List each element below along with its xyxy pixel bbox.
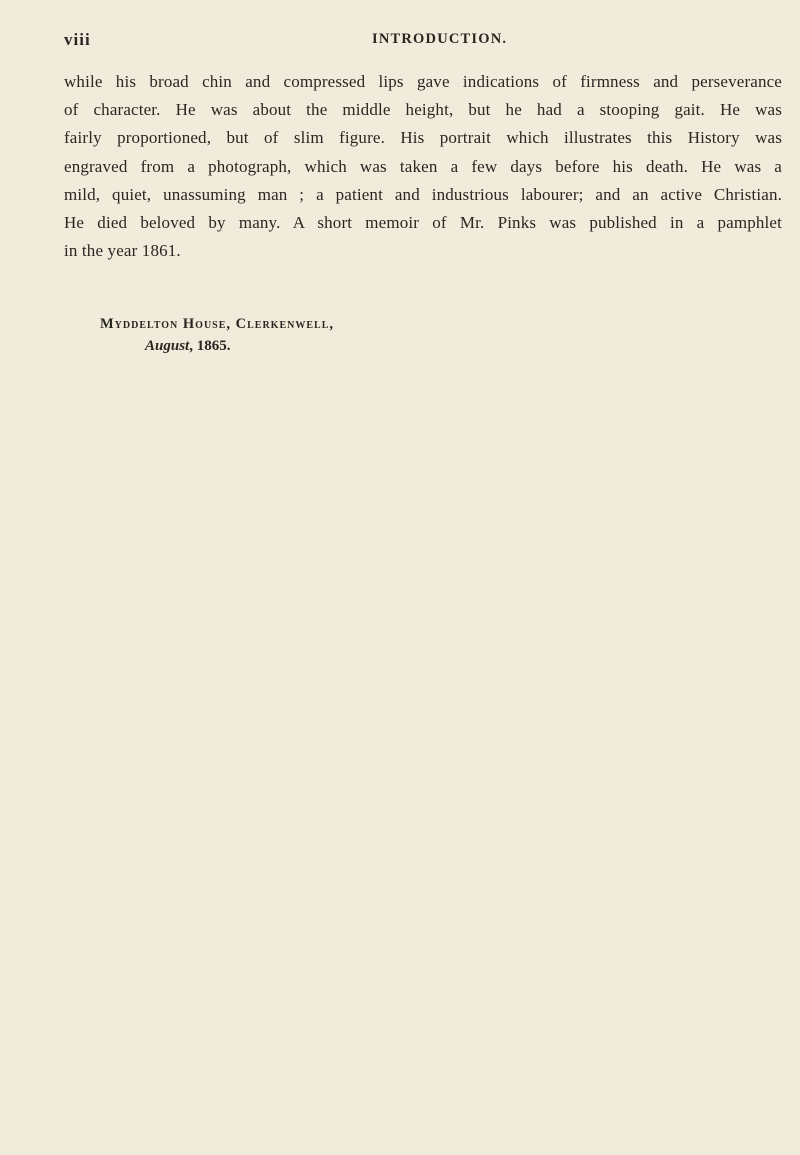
- signature-place: Myddelton House, Clerkenwell,: [100, 316, 334, 332]
- running-head: [64, 30, 780, 54]
- text-line: He died beloved by many. A short memoir of Mr. Pinks was published in a pamphlet: [64, 212, 782, 232]
- signature-year: , 1865.: [189, 338, 231, 354]
- text-line: of character. He was about the middle height, but he had a stooping gait. He was: [64, 100, 782, 120]
- text-line: mild, quiet, unassuming man ; a patient and industrious labourer; and an active Christian.: [64, 184, 782, 204]
- text-line: while his broad chin and compressed lips gave indications of firmness and perseverance: [64, 72, 782, 91]
- signature-date: [145, 335, 460, 357]
- signature-block: [100, 313, 460, 357]
- body-paragraph: [64, 68, 782, 265]
- text-line: engraved from a photograph, which was taken a few days before his death. He was a: [64, 156, 782, 176]
- page-number: viii: [64, 30, 91, 49]
- text-line: in the year 1861.: [64, 241, 181, 261]
- signature-month: August: [145, 338, 190, 354]
- text-line: fairly proportioned, but of slim figure. His portrait which illustrates this History was: [64, 128, 782, 148]
- running-title: INTRODUCTION.: [372, 31, 508, 47]
